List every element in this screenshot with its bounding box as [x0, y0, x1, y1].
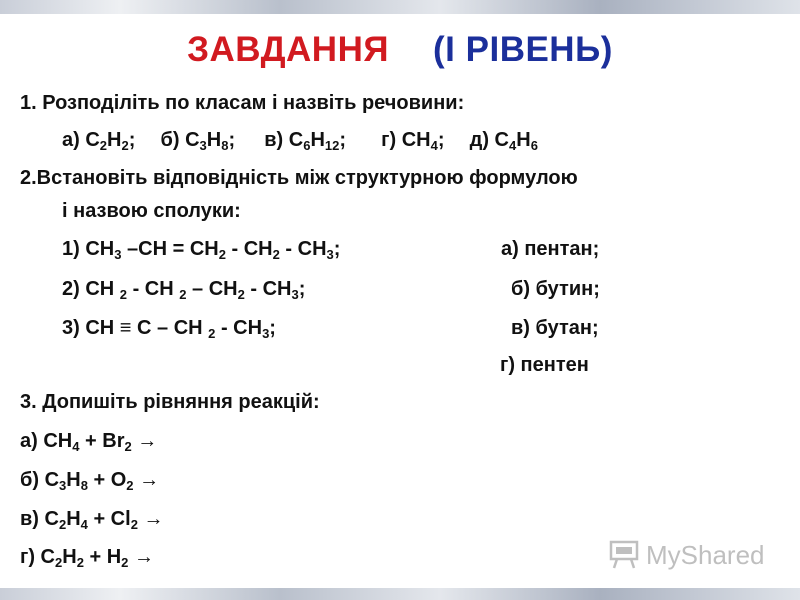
formula-d: г) $СН_4$;: [381, 129, 445, 153]
compound-name-c: в) бутан;: [511, 317, 599, 339]
task1-heading: 1. Розподіліть по класам і назвіть речовини:: [20, 92, 465, 114]
watermark-text: MyShared: [646, 540, 765, 570]
task2-heading-line2: і назвою сполуки:: [62, 200, 241, 222]
formula-b: б) $С_3Н_8$;: [160, 129, 236, 153]
compound-name-a: а) пентан;: [501, 238, 600, 260]
formula-a: а) $С_2Н_2$;: [62, 129, 136, 153]
title-level: (І РІВЕНЬ): [433, 30, 613, 69]
watermark: [606, 538, 766, 570]
equation-b: б) $С_3Н_8 + О_2$ →: [20, 469, 160, 493]
structural-formula-1: 1) $СН_3$ $-СН = СН_2 - СН_2 - СН_3$;: [62, 238, 341, 262]
formula-e: д) $С_4Н_6$: [469, 129, 538, 153]
structural-formula-3: 3) СН ≡ С – СН $_2 - СН_3$;: [62, 317, 276, 341]
top-decorative-band: [0, 0, 800, 14]
compound-name-d: г) пентен: [500, 354, 589, 376]
compound-name-b: б) бутин;: [511, 278, 600, 300]
slide-title: [0, 30, 800, 70]
equation-d: г) $С_2Н_2 + Н_2$ →: [20, 546, 154, 570]
task1-formulas: [62, 129, 538, 152]
equation-a: а) $СН_4 + Br_2$ →: [20, 430, 158, 454]
triple-bond-symbol: ≡: [119, 317, 132, 339]
formula-c: в) $С_6Н_{12}$;: [264, 129, 347, 153]
presentation-board-icon: [608, 538, 640, 570]
title-main: ЗАВДАННЯ: [187, 30, 390, 69]
task3-heading: 3. Допишіть рівняння реакцій:: [20, 391, 320, 413]
equation-c: в) $С_2Н_4 + Сl_2$ →: [20, 508, 164, 532]
structural-formula-2: 2) СН $_2$ - СН $_2 - СН_2 - СН_3$;: [62, 278, 306, 302]
bottom-decorative-band: [0, 588, 800, 600]
task2-heading-line1: 2.Встановіть відповідність між структурною формулою: [20, 167, 578, 189]
